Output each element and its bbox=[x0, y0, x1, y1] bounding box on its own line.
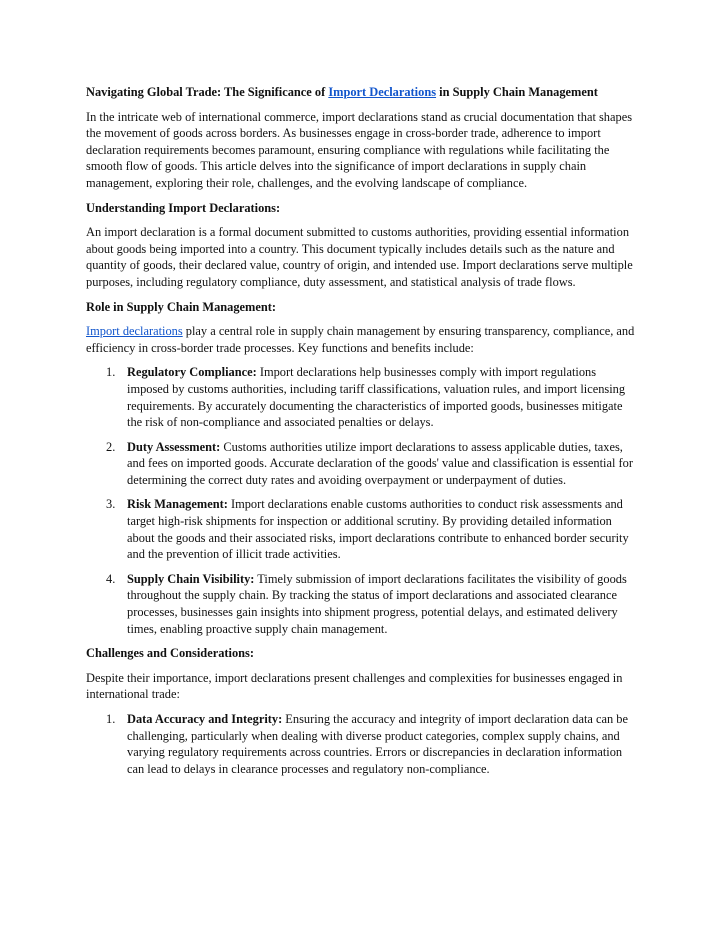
section-body-understanding: An import declaration is a formal document submitted to customs authorities, providing essential information about goods being imported into a country. This document typically includes details such as the nature and quantity of goods, their declared value, country of origin, and intended use. Import declarations serve multiple purposes, including regulatory compliance, duty assessment, and statistical analysis of trade flows. bbox=[86, 225, 633, 289]
list-number: 3. bbox=[106, 497, 116, 512]
list-number: 1. bbox=[106, 712, 116, 726]
list-item-term: Supply Chain Visibility: bbox=[127, 571, 255, 586]
list-number: 1. bbox=[106, 365, 116, 380]
list-number: 2. bbox=[106, 439, 116, 454]
list-item bbox=[86, 571, 638, 637]
list-item-text: Timely submission of import declarations facilitates the visibility of goods throughout the supply chain. By tracking the status of import declarations and associated clearance processes, businesses gain insights into shipment progress, potential delays, and estimated delivery times, enabling proactive supply chain management. bbox=[127, 571, 627, 636]
list-item-text: Import declarations help businesses comply with import regulations imposed by customs authorities, including tariff classifications, valuation rules, and import licensing requirements. By accurately documenting the characteristics of imported goods, businesses mitigate the risk of non-compliance and associated penalties or delays. bbox=[127, 365, 626, 430]
title-prefix: Navigating Global Trade: The Significance of bbox=[86, 85, 329, 99]
section-heading-understanding: Understanding Import Declarations: bbox=[86, 200, 281, 215]
list-item-term: Risk Management: bbox=[127, 497, 228, 512]
role-benefits-list bbox=[86, 364, 638, 637]
section-heading-role: Role in Supply Chain Management: bbox=[86, 299, 277, 314]
list-number: 4. bbox=[106, 571, 116, 586]
challenges-list bbox=[86, 711, 638, 777]
list-item-text: Import declarations enable customs authorities to conduct risk assessments and target high-risk shipments for inspection or additional scrutiny. By providing detailed information about the goods and their associated risks, import declarations contribute to enhanced border security and the prevention of illicit trade activities. bbox=[127, 497, 629, 562]
import-declarations-link[interactable]: Import declarations bbox=[86, 324, 183, 339]
list-item-term: Duty Assessment: bbox=[127, 439, 221, 454]
list-item bbox=[86, 711, 638, 777]
section-intro-role-text: play a central role in supply chain management by ensuring transparency, compliance, and efficiency in cross-border trade processes. Key functions and benefits include: bbox=[86, 324, 635, 355]
section-body-challenges: Despite their importance, import declarations present challenges and complexities for businesses engaged in international trade: bbox=[86, 670, 623, 702]
intro-paragraph: In the intricate web of international commerce, import declarations stand as crucial documentation that shapes the movement of goods across borders. As businesses engage in cross-border trade, adherence to import declaration requirements becomes paramount, ensuring compliance with regulations while facilitating the smooth flow of goods. This article delves into the significance of import declarations in supply chain management, exploring their role, challenges, and the evolving landscape of compliance. bbox=[86, 109, 633, 190]
list-item-text: Customs authorities utilize import declarations to assess applicable duties, taxes, and fees on imported goods. Accurate declaration of the goods' value and classification is essential for determining the correct duty rates and avoiding overpayment or underpayment of duties. bbox=[127, 439, 633, 487]
section-intro-role bbox=[86, 323, 638, 356]
list-item-text: Ensuring the accuracy and integrity of import declaration data can be challenging, particularly when dealing with diverse product categories, complex supply chains, and varying regulatory requirements across countries. Errors or discrepancies in declaration information can lead to delays in clearance processes and regulatory non-compliance. bbox=[127, 712, 628, 776]
section-heading-challenges: Challenges and Considerations: bbox=[86, 646, 254, 661]
list-item-term: Data Accuracy and Integrity: bbox=[127, 712, 283, 726]
list-item bbox=[86, 364, 638, 430]
page-title bbox=[86, 84, 638, 101]
list-item-term: Regulatory Compliance: bbox=[127, 365, 257, 380]
list-item bbox=[86, 496, 638, 562]
document-page bbox=[86, 84, 638, 785]
list-item bbox=[86, 439, 638, 489]
title-suffix: in Supply Chain Management bbox=[436, 85, 598, 99]
import-declarations-title-link[interactable]: Import Declarations bbox=[328, 85, 437, 99]
